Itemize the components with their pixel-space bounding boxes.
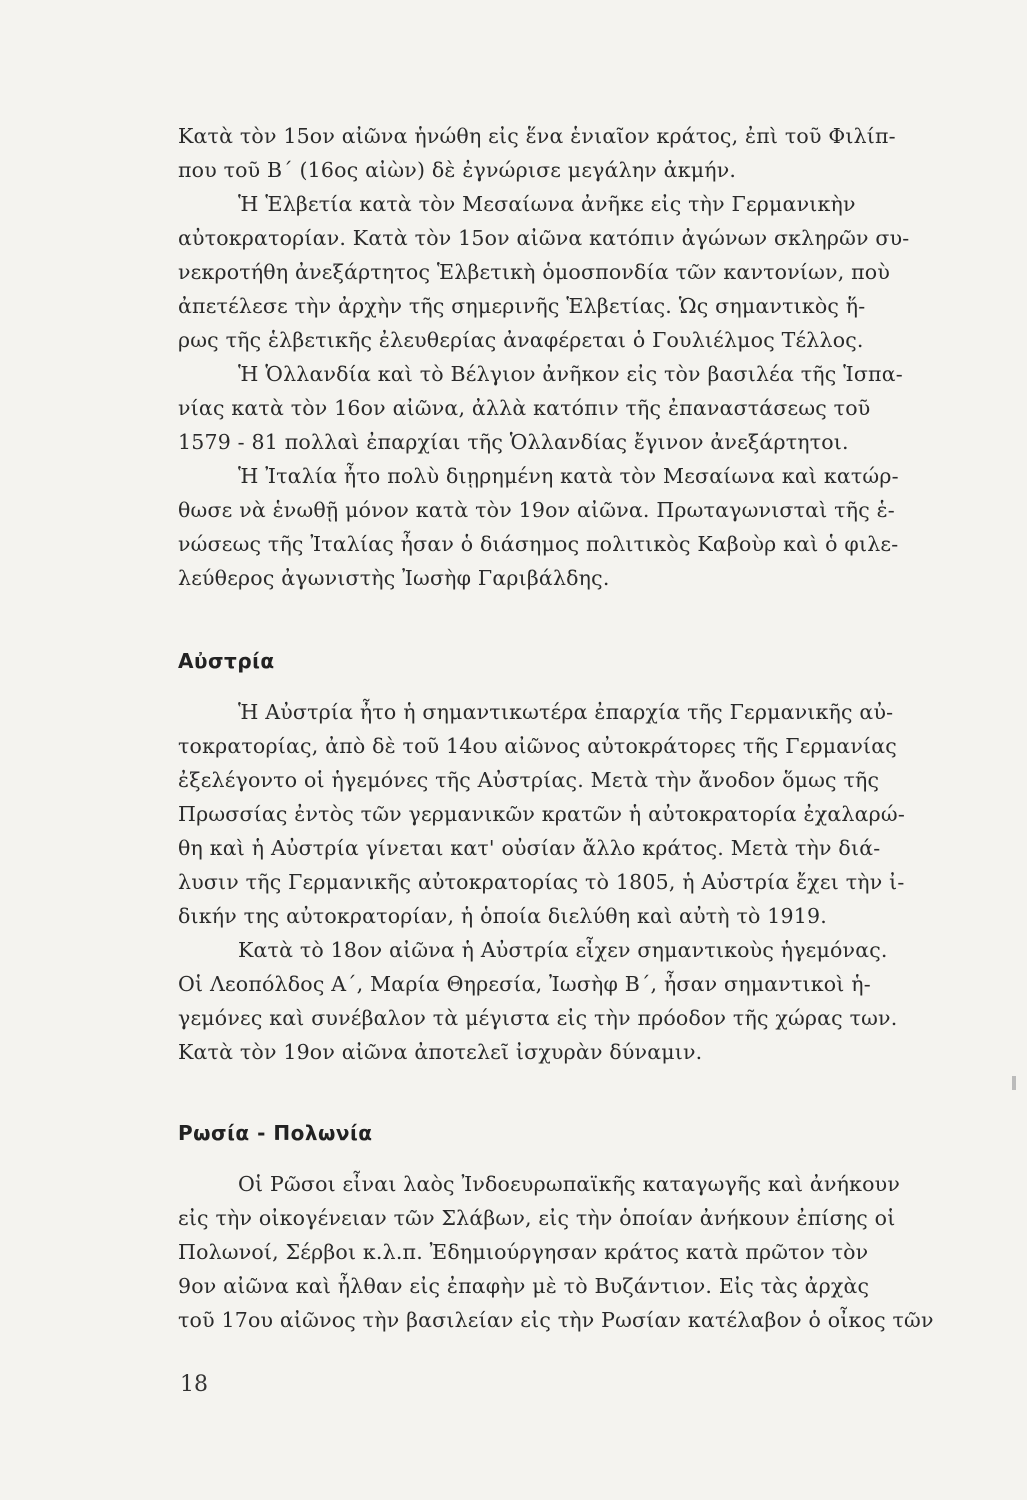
text-line: 1579 - 81 πολλαὶ ἐπαρχίαι τῆς Ὁλλανδίας ἔγινον ἀνεξάρτητοι.	[178, 430, 849, 454]
text-line: Ἡ Ὁλλανδία καὶ τὸ Βέλγιον ἀνῆκον εἰς τὸν βασιλέα τῆς Ἱσπα-	[238, 362, 903, 386]
text-line: Πολωνοί, Σέρβοι κ.λ.π. Ἐδημιούργησαν κράτος κατὰ πρῶτον τὸν	[178, 1240, 869, 1264]
text-line: νώσεως τῆς Ἰταλίας ἦσαν ὁ διάσημος πολιτικὸς Καβοὺρ καὶ ὁ φιλε-	[178, 532, 899, 556]
text-line: Πρωσσίας ἐντὸς τῶν γερμανικῶν κρατῶν ἡ αὐτοκρατορία ἐχαλαρώ-	[178, 802, 905, 826]
text-line: ρως τῆς ἑλβετικῆς ἐλευθερίας ἀναφέρεται ὁ Γουλιέλμος Τέλλος.	[178, 328, 864, 352]
text-line: που τοῦ Β΄ (16ος αἰὼν) δὲ ἐγνώρισε μεγάλην ἀκμήν.	[178, 158, 737, 182]
text-line: δικήν της αὐτοκρατορίαν, ἡ ὁποία διελύθη καὶ αὐτὴ τὸ 1919.	[178, 904, 827, 928]
text-line: νίας κατὰ τὸν 16ον αἰῶνα, ἀλλὰ κατόπιν τῆς ἐπαναστάσεως τοῦ	[178, 396, 871, 420]
text-line: Ἡ Ἑλβετία κατὰ τὸν Μεσαίωνα ἀνῆκε εἰς τὴν Γερμανικὴν	[238, 192, 856, 216]
text-line: ἀπετέλεσε τὴν ἀρχὴν τῆς σημερινῆς Ἑλβετίας. Ὡς σημαντικὸς ἥ-	[178, 294, 866, 318]
intro-text	[178, 119, 938, 595]
russia-text	[178, 1167, 938, 1337]
text-line: Ἡ Ἰταλία ἦτο πολὺ διῃρημένη κατὰ τὸν Μεσαίωνα καὶ κατώρ-	[238, 464, 899, 488]
text-line: ἐξελέγοντο οἱ ἡγεμόνες τῆς Αὐστρίας. Μετὰ τὴν ἄνοδον ὅμως τῆς	[178, 768, 880, 792]
text-line: λεύθερος ἀγωνιστὴς Ἰωσὴφ Γαριβάλδης.	[178, 566, 610, 590]
text-line: θη καὶ ἡ Αὐστρία γίνεται κατ' οὐσίαν ἄλλο κράτος. Μετὰ τὴν διά-	[178, 836, 881, 860]
text-line: θωσε νὰ ἑνωθῇ μόνον κατὰ τὸν 19ον αἰῶνα. Πρωταγωνισταὶ τῆς ἑ-	[178, 498, 895, 522]
text-line: τοκρατορίας, ἀπὸ δὲ τοῦ 14ου αἰῶνος αὐτοκράτορες τῆς Γερμανίας	[178, 734, 897, 758]
text-line: Οἱ Λεοπόλδος Α΄, Μαρία Θηρεσία, Ἰωσὴφ Β΄, ἦσαν σημαντικοὶ ἡ-	[178, 972, 871, 996]
austria-text	[178, 695, 938, 1069]
page-number: 18	[180, 1372, 208, 1397]
section-heading-austria: Αὐστρία	[178, 649, 275, 673]
text-line: εἰς τὴν οἰκογένειαν τῶν Σλάβων, εἰς τὴν ὁποίαν ἀνήκουν ἐπίσης οἱ	[178, 1206, 896, 1230]
text-line: Κατὰ τὸν 15ον αἰῶνα ἡνώθη εἰς ἕνα ἑνιαῖον κράτος, ἐπὶ τοῦ Φιλίπ-	[178, 124, 896, 148]
text-line: λυσιν τῆς Γερμανικῆς αὐτοκρατορίας τὸ 1805, ἡ Αὐστρία ἔχει τὴν ἰ-	[178, 870, 905, 894]
text-line: Ἡ Αὐστρία ἦτο ἡ σημαντικωτέρα ἐπαρχία τῆς Γερμανικῆς αὐ-	[238, 700, 894, 724]
section-heading-russia-poland: Ρωσία - Πολωνία	[178, 1121, 373, 1145]
text-line: Κατὰ τὸν 19ον αἰῶνα ἀποτελεῖ ἰσχυρὰν δύναμιν.	[178, 1040, 703, 1064]
text-line: γεμόνες καὶ συνέβαλον τὰ μέγιστα εἰς τὴν πρόοδον τῆς χώρας των.	[178, 1006, 898, 1030]
text-line: αὐτοκρατορίαν. Κατὰ τὸν 15ον αἰῶνα κατόπιν ἀγώνων σκληρῶν συ-	[178, 226, 910, 250]
text-line: τοῦ 17ου αἰῶνος τὴν βασιλείαν εἰς τὴν Ρωσίαν κατέλαβον ὁ οἶκος τῶν	[178, 1308, 934, 1332]
text-line: 9ον αἰῶνα καὶ ἦλθαν εἰς ἐπαφὴν μὲ τὸ Βυζάντιον. Εἰς τὰς ἀρχὰς	[178, 1274, 870, 1298]
text-line: νεκροτήθη ἀνεξάρτητος Ἑλβετικὴ ὁμοσπονδία τῶν καντονίων, ποὺ	[178, 260, 891, 284]
text-line: Οἱ Ρῶσοι εἶναι λαὸς Ἰνδοευρωπαϊκῆς καταγωγῆς καὶ ἀνήκουν	[238, 1172, 900, 1196]
scan-margin-mark	[1012, 1076, 1016, 1090]
text-line: Κατὰ τὸ 18ον αἰῶνα ἡ Αὐστρία εἶχεν σημαντικοὺς ἡγεμόνας.	[238, 938, 888, 962]
